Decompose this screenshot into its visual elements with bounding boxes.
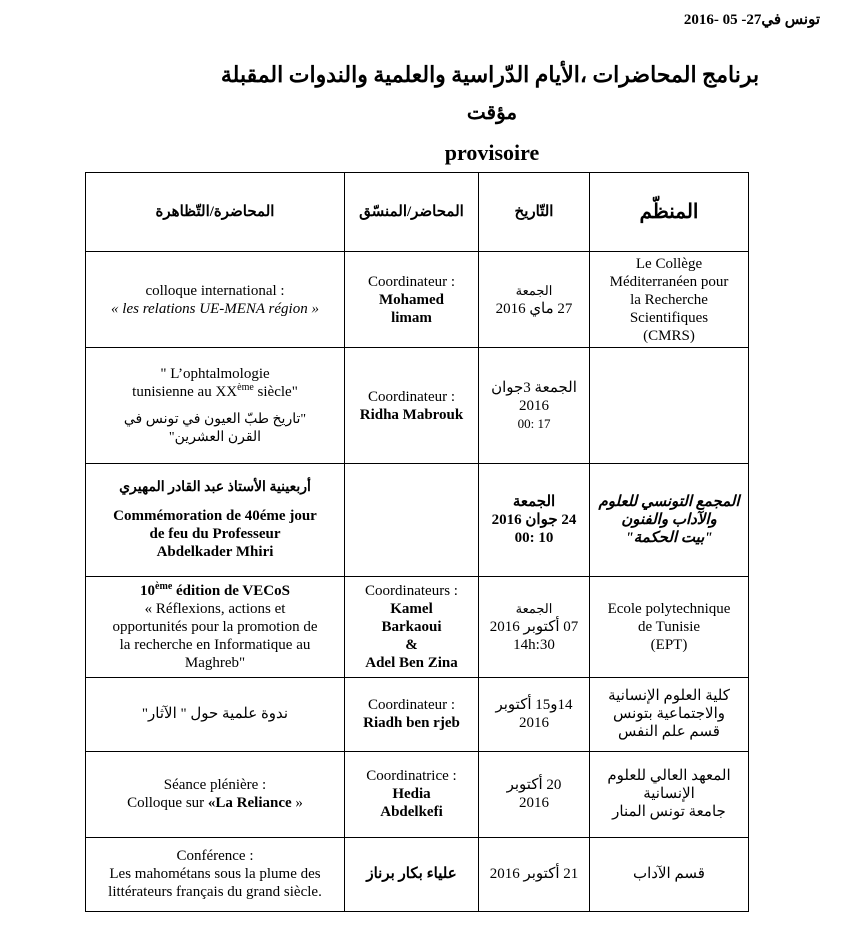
- coordinator-name: علياء بكار برناز: [366, 866, 457, 883]
- coordinator-name: Ridha Mabrouk: [359, 406, 464, 423]
- table-row: [86, 464, 749, 576]
- header-date: التّاريخ: [479, 173, 590, 252]
- organizer-cell: [590, 751, 749, 837]
- date-value: الجمعة 3جوان: [491, 379, 577, 396]
- coordinator-name: Mohamed: [379, 291, 444, 308]
- organizer-cell: [590, 576, 749, 677]
- organizer-cell: [590, 837, 749, 911]
- coordinator-name: Barkaoui: [381, 618, 442, 635]
- header-event: المحاضرة/التّظاهرة: [86, 173, 345, 252]
- header-coordinator: المحاضر/المنسّق: [345, 173, 479, 252]
- event-arabic: أربعينية الأستاذ عبد القادر المهيري: [119, 479, 311, 495]
- organizer-line: (EPT): [650, 636, 688, 653]
- event-cell: [86, 751, 345, 837]
- event-line: de feu du Professeur: [149, 525, 281, 542]
- event-line: tunisienne au XXème siècle": [132, 381, 298, 400]
- coordinator-ampersand: &: [405, 636, 418, 653]
- event-line: Commémoration de 40éme jour: [113, 507, 317, 524]
- event-arabic: "تاريخ طبّ العيون في تونس في: [123, 411, 307, 427]
- organizer-line: والآداب والفنون: [621, 511, 717, 528]
- event-cell: [86, 464, 345, 576]
- event-line: Conférence :: [176, 848, 254, 865]
- event-cell: [86, 837, 345, 911]
- coordinator-name: Riadh ben rjeb: [363, 715, 460, 732]
- date-value: 27 ماي 2016: [495, 300, 573, 317]
- date-year: 2016: [519, 715, 549, 732]
- event-line: Colloque sur «La Reliance »: [127, 795, 303, 812]
- event-cell: [86, 576, 345, 677]
- event-line: la recherche en Informatique au: [119, 636, 311, 653]
- date-cell: [479, 464, 590, 576]
- date-cell: [479, 751, 590, 837]
- date-time: 14h:30: [513, 636, 555, 653]
- organizer-line: Ecole polytechnique: [607, 600, 731, 617]
- table-row: [86, 348, 749, 464]
- organizer-cell: [590, 348, 749, 464]
- organizer-line: قسم علم النفس: [618, 724, 720, 741]
- date-value: 21 أكتوبر 2016: [489, 866, 579, 883]
- coordinator-cell: [345, 751, 479, 837]
- event-line: opportunités pour la promotion de: [112, 618, 318, 635]
- coordinator-cell: [345, 464, 479, 576]
- event-line: Maghreb": [184, 654, 246, 671]
- organizer-cell: [590, 252, 749, 348]
- date-value: 24 جوان 2016: [491, 511, 577, 528]
- event-line: Séance plénière :: [163, 777, 267, 794]
- date-time: 17 :00: [517, 415, 551, 431]
- coordinator-label: Coordinateur :: [367, 697, 456, 714]
- event-title: 10ème édition de VECoS: [140, 580, 290, 599]
- organizer-line: la Recherche: [630, 291, 708, 308]
- coordinator-name: Adel Ben Zina: [365, 654, 458, 671]
- table-row: [86, 677, 749, 751]
- organizer-line: de Tunisie: [637, 618, 701, 635]
- date-value: 20 أكتوبر: [506, 777, 562, 794]
- date-cell: [479, 677, 590, 751]
- event-line: « Réflexions, actions et: [144, 600, 286, 617]
- table-header-row: [86, 173, 749, 252]
- table-row: [86, 252, 749, 348]
- event-arabic: القرن العشرين": [168, 429, 262, 445]
- event-cell: [86, 252, 345, 348]
- event-cell: [86, 348, 345, 464]
- coordinator-label: Coordinateur :: [367, 388, 456, 405]
- event-line: colloque international :: [145, 282, 285, 299]
- date-time: 10 :00: [514, 529, 554, 546]
- event-line: « les relations UE-MENA région »: [111, 300, 319, 317]
- coordinator-cell: [345, 252, 479, 348]
- organizer-line: جامعة تونس المنار: [612, 804, 726, 821]
- coordinator-label: Coordinatrice :: [366, 768, 457, 785]
- date-cell: [479, 252, 590, 348]
- organizer-line: والاجتماعية بتونس: [612, 706, 726, 723]
- coordinator-name: Kamel: [390, 600, 433, 617]
- header-organizer: المنظّم: [590, 173, 749, 252]
- coordinator-cell: [345, 348, 479, 464]
- coordinator-name: Abdelkefi: [380, 804, 443, 821]
- organizer-cell: [590, 677, 749, 751]
- organizer-line: كلية العلوم الإنسانية: [608, 688, 730, 705]
- coordinator-name: Hedia: [392, 786, 431, 803]
- coordinator-cell: [345, 576, 479, 677]
- organizer-line: المجمع التونسي للعلوم: [598, 493, 740, 510]
- table-row: [86, 751, 749, 837]
- organizer-line: Le Collège: [635, 255, 703, 272]
- date-cell: [479, 837, 590, 911]
- table-row: [86, 837, 749, 911]
- organizer-line: Méditerranéen pour: [609, 273, 729, 290]
- coordinator-label: Coordinateurs :: [365, 582, 458, 599]
- organizer-line: (CMRS): [643, 327, 695, 344]
- event-line: " L’ophtalmologie: [160, 365, 270, 382]
- organizer-line: الإنسانية: [643, 786, 695, 803]
- date-year: 2016: [519, 397, 549, 414]
- date-cell: [479, 348, 590, 464]
- coordinator-label: Coordinateur :: [367, 273, 456, 290]
- date-value: 14و15 أكتوبر: [495, 697, 573, 714]
- coordinator-name: limam: [391, 309, 432, 326]
- date-cell: [479, 576, 590, 677]
- organizer-line: قسم الآداب: [633, 866, 705, 883]
- coordinator-cell: [345, 677, 479, 751]
- organizer-line: المعهد العالي للعلوم: [607, 768, 731, 785]
- organizer-line: "بيت الحكمة": [625, 529, 713, 546]
- organizer-cell: [590, 464, 749, 576]
- program-table: [85, 172, 749, 912]
- event-line: littérateurs français du grand siècle.: [108, 884, 322, 901]
- page-title: برنامج المحاضرات ،الأيام الدّراسية والعلمية والندوات المقبلة: [220, 62, 760, 87]
- organizer-line: Scientifiques: [629, 309, 709, 326]
- date-day: الجمعة: [515, 282, 553, 298]
- event-line: Abdelkader Mhiri: [156, 543, 274, 560]
- event-line: Les mahométans sous la plume des: [109, 866, 321, 883]
- subtitle-french: provisoire: [444, 140, 540, 165]
- date-line: تونس في27- 05 -2016: [683, 12, 820, 28]
- date-day: الجمعة: [512, 493, 556, 510]
- coordinator-cell: [345, 837, 479, 911]
- event-cell: [86, 677, 345, 751]
- event-arabic: ندوة علمية حول " الآثار": [141, 706, 289, 723]
- date-year: 2016: [519, 795, 549, 812]
- table-row: [86, 576, 749, 677]
- date-day: الجمعة: [515, 600, 553, 616]
- subtitle-arabic: مؤقت: [466, 102, 518, 124]
- date-value: 07 أكتوبر 2016: [489, 618, 579, 635]
